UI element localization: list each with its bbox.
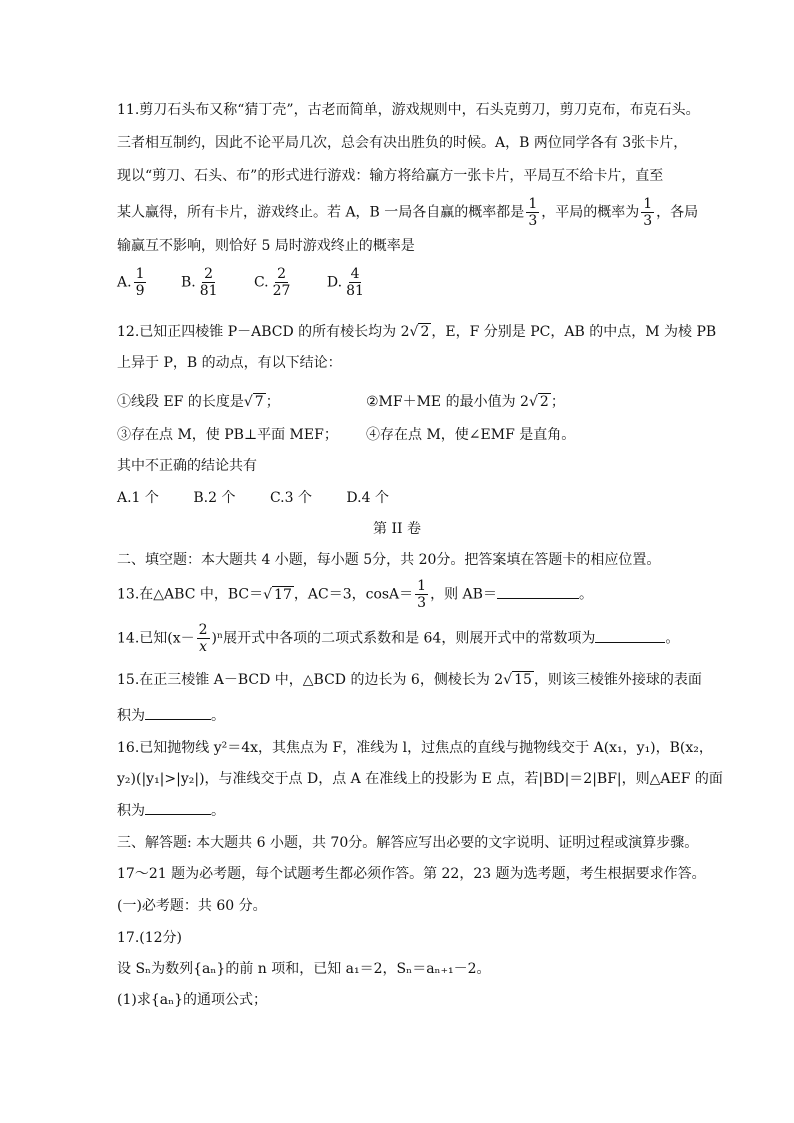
radicand: 2 [539,394,549,410]
q17-title: 17.(12分) [117,930,183,946]
answer-blank[interactable] [497,584,579,599]
fraction-denominator: 27 [272,283,291,299]
radicand: 17 [274,586,292,603]
conclusion-end: ； [550,394,565,410]
q13-text-b: ，AC＝3，cosA＝ [293,586,414,603]
q12-option-b: B.2 个 [193,490,236,506]
fraction-denominator: 3 [643,213,653,229]
radicand: 15 [514,672,532,688]
q12-conclusion-3: ③存在点 M，使 PB⊥平面 MEF； [117,427,338,443]
q15-line1 [117,670,702,690]
fraction-denominator: x [199,639,208,655]
radicand: 7 [254,394,264,410]
fraction-denominator: 81 [199,283,218,299]
q12-line1-b: ，E，F 分别是 PC，AB 的中点，M 为棱 PB [431,324,717,340]
fraction-numerator: 1 [528,196,538,212]
q11-line4-c: ，各局 [656,204,699,221]
q14-text-c: 。 [665,630,680,647]
q11-fraction-win [526,196,539,229]
q15-text-b: ，则该三棱锥外接球的表面 [533,672,702,688]
solve-header-1: 三、解答题: 本大题共 6 小题，共 70分。解答应写出必要的文字说明、证明过程或演算步骤。 [117,835,699,851]
answer-blank[interactable] [145,705,211,720]
sqrt-symbol: √ 15 [503,672,532,688]
q12-option-d: D.4 个 [346,490,389,506]
answer-blank[interactable] [145,800,211,815]
q12-option-a: A.1 个 [117,490,159,506]
q12-line2: 上异于 P，B 的动点，有以下结论： [117,355,342,371]
section-title: 第 II 卷 [373,521,421,537]
q16-line1: 16.已知抛物线 y²＝4x，其焦点为 F，准线为 l，过焦点的直线与抛物线交于 A(x₁，y₁)，B(x₂， [117,740,713,756]
fraction-numerator: 4 [350,266,360,282]
option-fraction [344,266,366,299]
q12-line1-a: 12.已知正四棱锥 P－ABCD 的所有棱长均为 2 [117,324,410,340]
q12-conclusion-4: ④存在点 M，使∠EMF 是直角。 [366,427,576,443]
q11-options [117,266,396,299]
q14-fraction [197,622,210,655]
q15-line2 [117,705,225,726]
option-fraction [198,266,220,299]
option-fraction [134,266,147,299]
q17-part1: (1)求{aₙ}的通项公式； [117,992,268,1008]
q11-line4-a: 某人赢得，所有卡片，游戏终止。若 A，B 一局各自赢的概率都是 [117,204,525,221]
sqrt-symbol: √ 2 [409,324,430,340]
radicand: 2 [420,324,430,340]
sqrt-symbol: √ 17 [263,586,292,603]
option-fraction [271,266,293,299]
fraction-numerator: 1 [643,196,653,212]
q12-line1 [117,322,716,342]
option-label: B. [180,274,196,291]
fraction-numerator: 2 [204,266,214,282]
q11-line3: 现以“剪刀、石头、布”的形式进行游戏：输方将给赢方一张卡片，平局互不给卡片，直至 [117,168,664,184]
q11-line2: 三者相互制约，因此不论平局几次，总会有决出胜负的时候。A，B 两位同学各有 3张卡片， [117,135,688,151]
q13 [117,578,593,611]
sqrt-symbol: √ 7 [243,394,264,410]
q12-option-c: C.3 个 [269,490,312,506]
required-header: (一)必考题：共 60 分。 [117,898,267,914]
q11-fraction-draw [641,196,654,229]
q15-text-a: 15.在正三棱锥 A－BCD 中，△BCD 的边长为 6，侧棱长为 2 [117,672,504,688]
q16-text-a: 积为 [117,803,145,819]
fraction-denominator: 3 [417,595,427,611]
q14-text-a: 14.已知(x－ [117,630,195,647]
q11-line4 [117,196,698,229]
q13-text-c: ，则 AB＝ [430,586,497,603]
q12-conclusion-1 [117,392,280,412]
q11-line1: 11.剪刀石头布又称“猜丁壳”，古老而简单，游戏规则中，石头克剪刀，剪刀克布，布克石头。 [117,102,700,118]
conclusion-end: ； [265,394,280,410]
q14 [117,622,679,655]
solve-header-2: 17～21 题为必考题，每个试题考生都必须作答。第 22，23 题为选考题，考生根据要求作答。 [117,866,706,882]
option-label: D. [326,274,343,291]
conclusion-text: ②MF＋ME 的最小值为 2 [366,394,529,410]
q17-stem: 设 Sₙ为数列{aₙ}的前 n 项和，已知 a₁＝2，Sₙ＝aₙ₊₁－2。 [117,961,491,977]
fraction-numerator: 1 [135,266,145,282]
fraction-numerator: 2 [277,266,287,282]
q11-option-d [327,266,368,299]
q15-text-c: 积为 [117,708,145,724]
conclusion-text: ①线段 EF 的长度是 [117,394,244,410]
fraction-numerator: 2 [198,622,208,638]
answer-blank[interactable] [595,628,665,643]
q11-option-b [181,266,222,299]
fraction-numerator: 1 [417,578,427,594]
fraction-denominator: 3 [528,213,538,229]
q16-line2: y₂)(|y₁|>|y₂|)，与准线交于点 D，点 A 在准线上的投影为 E 点，若|BD|＝2|BF|，则△AEF 的面 [117,771,723,787]
q13-text-a: 13.在△ABC 中，BC＝ [117,586,264,603]
option-label: C. [253,274,269,291]
q13-fraction [415,578,428,611]
q16-text-b: 。 [211,803,225,819]
q13-text-d: 。 [578,586,593,603]
fraction-denominator: 81 [346,283,364,299]
q11-option-a [117,266,148,299]
fraction-denominator: 9 [135,283,145,299]
q16-line3 [117,800,225,821]
q11-option-c [254,266,295,299]
q12-conclusion-2 [366,392,565,412]
q12-options [117,488,417,508]
q11-line5: 输赢互不影响，则恰好 5 局时游戏终止的概率是 [117,238,415,254]
q14-text-b: )ⁿ展开式中各项的二项式系数和是 64，则展开式中的常数项为 [211,630,596,647]
sqrt-symbol: √ 2 [528,394,549,410]
q15-text-d: 。 [211,708,225,724]
fill-in-header: 二、填空题：本大题共 4 小题，每小题 5分，共 20分。把答案填在答题卡的相应位置。 [117,552,661,568]
q12-question: 其中不正确的结论共有 [117,458,257,474]
q11-line4-b: ，平局的概率为 [541,204,640,221]
option-label: A. [117,274,132,291]
